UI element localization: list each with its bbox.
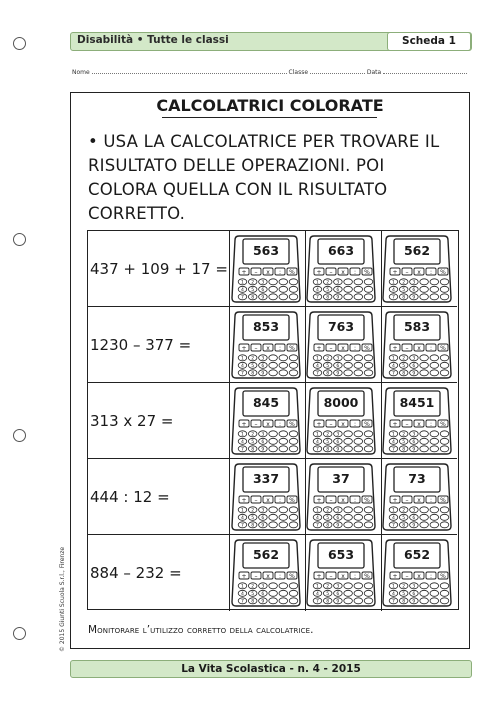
svg-text:5: 5 (402, 288, 406, 294)
svg-text:4: 4 (392, 516, 395, 522)
sheet-label: Scheda 1 (387, 32, 471, 51)
svg-text::: : (278, 573, 282, 580)
svg-text:–: – (329, 269, 333, 276)
svg-text:2: 2 (251, 280, 255, 286)
svg-text:%: % (440, 497, 446, 504)
svg-text:9: 9 (412, 523, 416, 529)
cell-divider (229, 535, 230, 611)
svg-text:4: 4 (241, 516, 244, 522)
teacher-note: Monitorare l’utilizzo corretto della calcolatrice. (88, 624, 314, 636)
svg-text:x: x (341, 497, 345, 504)
svg-text:6: 6 (261, 440, 265, 446)
svg-text:x: x (266, 497, 270, 504)
svg-text:4: 4 (316, 440, 319, 446)
svg-text:5: 5 (326, 288, 330, 294)
svg-text:+: + (241, 573, 247, 580)
svg-text:–: – (254, 497, 258, 504)
svg-text::: : (429, 269, 433, 276)
svg-text:2: 2 (326, 584, 330, 590)
svg-text:+: + (241, 269, 247, 276)
svg-text:7: 7 (241, 447, 244, 453)
svg-text::: : (278, 269, 282, 276)
binder-hole (13, 37, 26, 50)
svg-text:6: 6 (336, 440, 340, 446)
svg-text:5: 5 (251, 516, 255, 522)
class-line[interactable] (310, 68, 365, 74)
calculator-result: 663 (327, 243, 355, 258)
svg-text:1: 1 (392, 356, 395, 362)
svg-text:5: 5 (326, 364, 330, 370)
svg-text::: : (353, 421, 357, 428)
svg-text:2: 2 (402, 508, 406, 514)
operation-text: 444 : 12 = (90, 488, 170, 506)
svg-text::: : (278, 345, 282, 352)
svg-text:7: 7 (392, 523, 395, 529)
svg-text:8: 8 (251, 523, 255, 529)
svg-text:1: 1 (316, 508, 319, 514)
binder-hole (13, 233, 26, 246)
svg-text:6: 6 (336, 364, 340, 370)
svg-text:2: 2 (326, 432, 330, 438)
svg-text:1: 1 (392, 508, 395, 514)
svg-text:8: 8 (251, 371, 255, 377)
svg-text:4: 4 (316, 592, 319, 598)
svg-text:3: 3 (336, 508, 340, 514)
cell-divider (229, 307, 230, 383)
svg-text:4: 4 (392, 288, 395, 294)
svg-text:–: – (405, 269, 409, 276)
svg-text:x: x (266, 421, 270, 428)
svg-text:1: 1 (392, 584, 395, 590)
svg-text:9: 9 (412, 447, 416, 453)
svg-text:8: 8 (402, 599, 406, 605)
svg-text:5: 5 (402, 364, 406, 370)
svg-text:9: 9 (336, 447, 340, 453)
svg-text:2: 2 (326, 356, 330, 362)
calculator-result: 583 (403, 319, 431, 334)
svg-text:5: 5 (251, 288, 255, 294)
svg-text:3: 3 (336, 432, 340, 438)
svg-text:–: – (405, 421, 409, 428)
svg-text:%: % (289, 497, 295, 504)
svg-text:3: 3 (336, 584, 340, 590)
svg-text:8: 8 (326, 523, 330, 529)
svg-text:4: 4 (392, 440, 395, 446)
svg-text:x: x (417, 497, 421, 504)
name-line[interactable] (92, 68, 287, 74)
svg-text:7: 7 (316, 599, 319, 605)
svg-text:1: 1 (316, 584, 319, 590)
svg-text:8: 8 (326, 599, 330, 605)
svg-text:9: 9 (336, 599, 340, 605)
svg-text:4: 4 (316, 516, 319, 522)
svg-text:1: 1 (316, 280, 319, 286)
svg-text:6: 6 (412, 440, 416, 446)
operation-text: 437 + 109 + 17 = (90, 260, 228, 278)
svg-text:1: 1 (392, 280, 395, 286)
svg-text:3: 3 (261, 356, 265, 362)
svg-text:6: 6 (261, 592, 265, 598)
svg-text:5: 5 (326, 516, 330, 522)
header-bar (70, 32, 472, 51)
svg-text:2: 2 (251, 356, 255, 362)
calculator-result: 853 (252, 319, 280, 334)
svg-text:+: + (316, 497, 322, 504)
svg-text:2: 2 (326, 508, 330, 514)
svg-text:2: 2 (251, 432, 255, 438)
svg-text:8: 8 (402, 447, 406, 453)
date-label: Data (366, 69, 382, 76)
svg-text:–: – (329, 345, 333, 352)
svg-text:4: 4 (316, 288, 319, 294)
calculator-result: 763 (327, 319, 355, 334)
svg-text:6: 6 (412, 516, 416, 522)
svg-text:8: 8 (402, 371, 406, 377)
svg-text:2: 2 (326, 280, 330, 286)
header-category: Disabilità • Tutte le classi (77, 34, 229, 46)
svg-text:1: 1 (241, 432, 244, 438)
svg-text::: : (429, 421, 433, 428)
svg-text:3: 3 (412, 280, 416, 286)
svg-text::: : (353, 345, 357, 352)
svg-text:8: 8 (402, 295, 406, 301)
calculator-option[interactable] (231, 310, 301, 380)
calculator-result: 73 (408, 471, 426, 486)
svg-text:+: + (316, 573, 322, 580)
svg-text:8: 8 (326, 371, 330, 377)
svg-text:+: + (392, 573, 398, 580)
name-label: Nome (72, 69, 90, 76)
svg-text:7: 7 (316, 523, 319, 529)
svg-text:2: 2 (402, 432, 406, 438)
svg-text:5: 5 (326, 440, 330, 446)
calculator-option[interactable] (306, 462, 376, 532)
svg-text:%: % (364, 573, 370, 580)
calculator-result: 563 (252, 243, 280, 258)
svg-text:%: % (364, 345, 370, 352)
svg-text::: : (278, 421, 282, 428)
svg-text:4: 4 (241, 592, 244, 598)
svg-text:7: 7 (241, 523, 244, 529)
svg-text::: : (429, 573, 433, 580)
svg-text:7: 7 (241, 599, 244, 605)
svg-text:x: x (341, 345, 345, 352)
svg-text:8: 8 (251, 599, 255, 605)
svg-text:3: 3 (336, 280, 340, 286)
svg-text:x: x (341, 421, 345, 428)
calculator-option[interactable] (382, 462, 452, 532)
date-line[interactable] (383, 68, 467, 74)
worksheet-title: CALCOLATRICI COLORATE (156, 96, 384, 115)
svg-text:9: 9 (261, 295, 265, 301)
exercise-grid (87, 230, 459, 610)
copyright-text: © 2015 Giunti Scuola S.r.l., Firenze (59, 546, 66, 652)
svg-text:6: 6 (261, 288, 265, 294)
binder-hole (13, 429, 26, 442)
svg-text:–: – (329, 497, 333, 504)
svg-text:+: + (241, 421, 247, 428)
svg-text::: : (353, 573, 357, 580)
svg-text:7: 7 (392, 447, 395, 453)
calculator-option[interactable] (231, 234, 301, 304)
svg-text:9: 9 (261, 447, 265, 453)
svg-text:5: 5 (251, 364, 255, 370)
svg-text:%: % (364, 421, 370, 428)
calculator-option[interactable] (306, 310, 376, 380)
calculator-option[interactable] (382, 234, 452, 304)
svg-text:8: 8 (402, 523, 406, 529)
svg-text:–: – (254, 573, 258, 580)
operation-text: 1230 – 377 = (90, 336, 192, 354)
svg-text:+: + (241, 497, 247, 504)
svg-text:7: 7 (392, 599, 395, 605)
svg-text:8: 8 (326, 447, 330, 453)
class-label: Classe (288, 69, 309, 76)
exercise-row (88, 231, 457, 307)
svg-text:1: 1 (241, 356, 244, 362)
svg-text:+: + (316, 269, 322, 276)
svg-text:4: 4 (241, 440, 244, 446)
svg-text:–: – (405, 497, 409, 504)
svg-text:x: x (417, 421, 421, 428)
svg-text:4: 4 (392, 364, 395, 370)
svg-text:6: 6 (412, 592, 416, 598)
svg-text:%: % (289, 269, 295, 276)
svg-text:4: 4 (392, 592, 395, 598)
svg-text::: : (429, 345, 433, 352)
operation-text: 313 x 27 = (90, 412, 174, 430)
svg-text:3: 3 (412, 584, 416, 590)
exercise-row (88, 535, 457, 611)
svg-text:2: 2 (402, 280, 406, 286)
svg-text:+: + (392, 345, 398, 352)
svg-text:8: 8 (251, 295, 255, 301)
calculator-option[interactable] (382, 386, 452, 456)
svg-text:5: 5 (326, 592, 330, 598)
calculator-option[interactable] (306, 234, 376, 304)
svg-text:+: + (241, 345, 247, 352)
svg-text:7: 7 (241, 371, 244, 377)
svg-text:–: – (405, 573, 409, 580)
calculator-option[interactable] (231, 538, 301, 608)
svg-text:+: + (392, 421, 398, 428)
calculator-result: 562 (403, 243, 431, 258)
svg-text:+: + (392, 269, 398, 276)
svg-text:5: 5 (402, 516, 406, 522)
svg-text:2: 2 (402, 584, 406, 590)
svg-text:5: 5 (251, 592, 255, 598)
svg-text:+: + (392, 497, 398, 504)
svg-text:x: x (266, 269, 270, 276)
svg-text:6: 6 (412, 288, 416, 294)
svg-text:–: – (329, 573, 333, 580)
svg-text:3: 3 (261, 584, 265, 590)
svg-text:6: 6 (261, 364, 265, 370)
svg-text:7: 7 (392, 295, 395, 301)
svg-text:5: 5 (402, 440, 406, 446)
calculator-result: 562 (252, 547, 280, 562)
svg-text:x: x (341, 269, 345, 276)
svg-text:4: 4 (316, 364, 319, 370)
svg-text:+: + (316, 421, 322, 428)
calculator-result: 8451 (399, 395, 435, 410)
cell-divider (229, 383, 230, 459)
calculator-result: 37 (332, 471, 350, 486)
svg-text:x: x (417, 573, 421, 580)
svg-text:2: 2 (251, 584, 255, 590)
svg-text:–: – (254, 345, 258, 352)
svg-text:–: – (254, 421, 258, 428)
svg-text:%: % (364, 269, 370, 276)
binder-hole (13, 627, 26, 640)
svg-text:%: % (440, 269, 446, 276)
svg-text:3: 3 (336, 356, 340, 362)
svg-text:9: 9 (336, 523, 340, 529)
svg-text:9: 9 (412, 599, 416, 605)
svg-text:9: 9 (412, 295, 416, 301)
svg-text:7: 7 (316, 371, 319, 377)
cell-divider (229, 231, 230, 307)
svg-text:3: 3 (261, 508, 265, 514)
svg-text:2: 2 (402, 356, 406, 362)
cell-divider (229, 459, 230, 535)
footer-bar: La Vita Scolastica - n. 4 - 2015 (70, 660, 472, 678)
operation-text: 884 – 232 = (90, 564, 182, 582)
svg-text:%: % (289, 345, 295, 352)
svg-text:6: 6 (336, 592, 340, 598)
calculator-option[interactable] (382, 538, 452, 608)
student-info-row (72, 68, 470, 76)
calculator-result: 8000 (323, 395, 359, 410)
svg-text:8: 8 (251, 447, 255, 453)
svg-text:%: % (440, 421, 446, 428)
svg-text:1: 1 (241, 508, 244, 514)
calculator-result: 652 (403, 547, 431, 562)
svg-text:9: 9 (412, 371, 416, 377)
svg-text:%: % (440, 573, 446, 580)
svg-text:9: 9 (261, 599, 265, 605)
svg-text:3: 3 (261, 432, 265, 438)
svg-text:%: % (364, 497, 370, 504)
svg-text:3: 3 (261, 280, 265, 286)
exercise-row (88, 307, 457, 383)
calculator-result: 845 (252, 395, 280, 410)
svg-text:6: 6 (261, 516, 265, 522)
calculator-option[interactable] (231, 462, 301, 532)
svg-text:3: 3 (412, 356, 416, 362)
calculator-result: 653 (327, 547, 355, 562)
svg-text::: : (353, 269, 357, 276)
calculator-option[interactable] (231, 386, 301, 456)
svg-text:9: 9 (336, 295, 340, 301)
svg-text:7: 7 (316, 447, 319, 453)
title-underline (162, 117, 377, 118)
svg-text:9: 9 (261, 523, 265, 529)
svg-text:1: 1 (241, 280, 244, 286)
svg-text::: : (429, 497, 433, 504)
svg-text:%: % (289, 421, 295, 428)
exercise-row (88, 459, 457, 535)
svg-text:x: x (417, 269, 421, 276)
exercise-row (88, 383, 457, 459)
svg-text:1: 1 (392, 432, 395, 438)
svg-text:3: 3 (412, 432, 416, 438)
svg-text:8: 8 (326, 295, 330, 301)
calculator-option[interactable] (382, 310, 452, 380)
svg-text:x: x (266, 573, 270, 580)
svg-text:9: 9 (336, 371, 340, 377)
svg-text:x: x (266, 345, 270, 352)
svg-text:–: – (329, 421, 333, 428)
svg-text:1: 1 (316, 432, 319, 438)
calculator-option[interactable] (306, 538, 376, 608)
svg-text:+: + (316, 345, 322, 352)
svg-text:–: – (254, 269, 258, 276)
svg-text::: : (353, 497, 357, 504)
svg-text:3: 3 (412, 508, 416, 514)
svg-text:–: – (405, 345, 409, 352)
svg-text:7: 7 (241, 295, 244, 301)
svg-text:4: 4 (241, 288, 244, 294)
svg-text:x: x (417, 345, 421, 352)
svg-text:6: 6 (336, 288, 340, 294)
svg-text:1: 1 (241, 584, 244, 590)
svg-text:5: 5 (402, 592, 406, 598)
svg-text:%: % (289, 573, 295, 580)
svg-text:7: 7 (316, 295, 319, 301)
svg-text:x: x (341, 573, 345, 580)
svg-text:%: % (440, 345, 446, 352)
svg-text:1: 1 (316, 356, 319, 362)
svg-text::: : (278, 497, 282, 504)
calculator-option[interactable] (306, 386, 376, 456)
svg-text:7: 7 (392, 371, 395, 377)
svg-text:9: 9 (261, 371, 265, 377)
svg-text:6: 6 (412, 364, 416, 370)
svg-text:6: 6 (336, 516, 340, 522)
calculator-result: 337 (252, 471, 280, 486)
svg-text:4: 4 (241, 364, 244, 370)
svg-text:5: 5 (251, 440, 255, 446)
svg-text:2: 2 (251, 508, 255, 514)
instruction-text: • USA LA CALCOLATRICE PER TROVARE IL RISULTATO DELLE OPERAZIONI. POI COLORA QUELLA CON IL RISULTATO CORRETTO. (88, 132, 440, 223)
